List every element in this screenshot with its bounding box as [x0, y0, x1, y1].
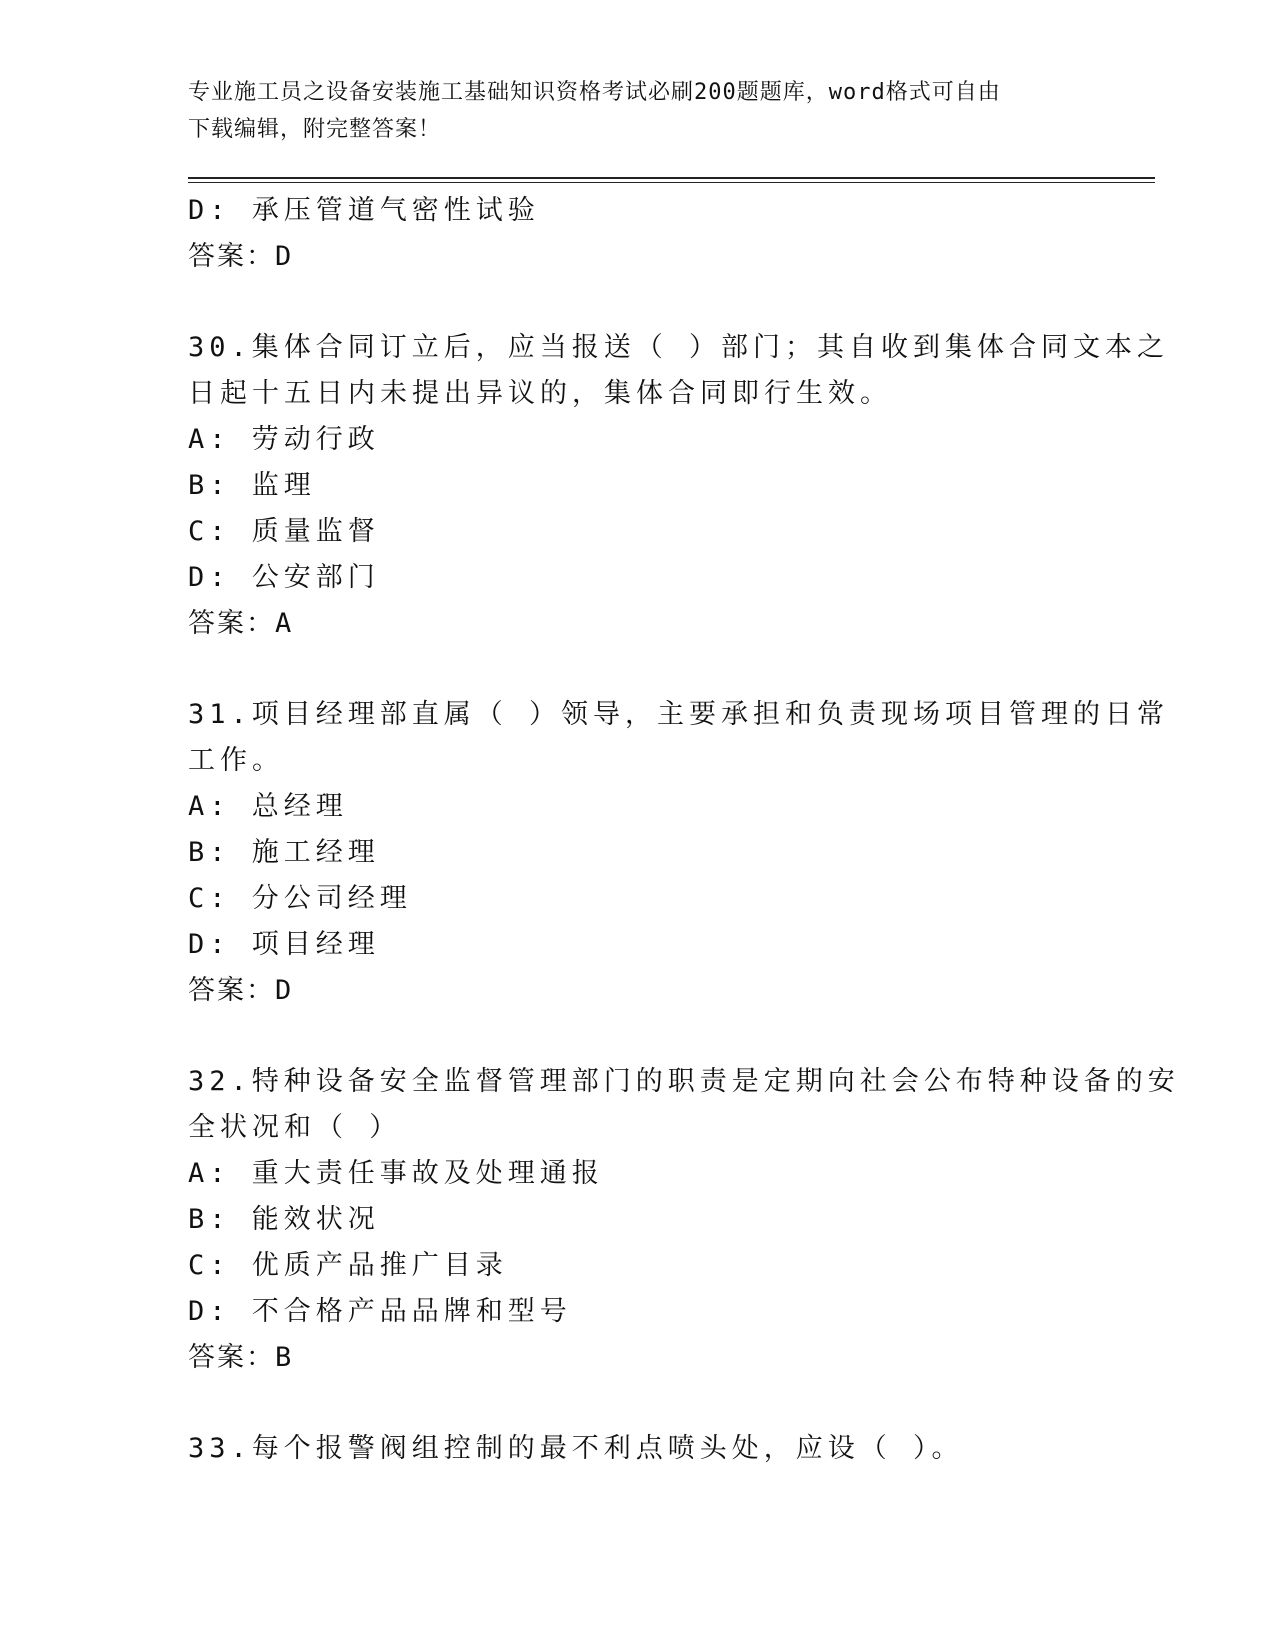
option-d: D: 不合格产品品牌和型号	[188, 1296, 572, 1327]
answer-line: 答案：B	[188, 1342, 294, 1373]
answer-line: 答案：D	[188, 975, 294, 1006]
spacer	[188, 280, 1088, 325]
answer-line: 答案：D	[188, 241, 294, 272]
option-a: A: 总经理	[188, 791, 348, 822]
header-rule-thick	[188, 177, 1155, 179]
header-line-2: 下载编辑，附完整答案！	[188, 117, 442, 142]
option-c: C: 优质产品推广目录	[188, 1250, 508, 1281]
spacer	[188, 1381, 1088, 1426]
option-d: D: 项目经理	[188, 929, 380, 960]
question-30	[188, 325, 1170, 647]
page-header	[188, 74, 1068, 148]
question-stem-continued: 全状况和（ ）	[188, 1112, 402, 1143]
question-31	[188, 692, 1170, 1014]
question-stem-continued: 日起十五日内未提出异议的，集体合同即行生效。	[188, 378, 892, 409]
option-b: B: 监理	[188, 470, 316, 501]
question-29-tail	[188, 188, 1088, 280]
option-c: C: 分公司经理	[188, 883, 412, 914]
header-line-1: 专业施工员之设备安装施工基础知识资格考试必刷200题题库，word格式可自由	[188, 80, 1001, 105]
question-stem: 31.项目经理部直属（ ）领导，主要承担和负责现场项目管理的日常	[188, 699, 1170, 730]
option-d: D: 公安部门	[188, 562, 380, 593]
answer-line: 答案：A	[188, 608, 294, 639]
spacer	[188, 1014, 1088, 1059]
question-stem: 30.集体合同订立后，应当报送（ ）部门；其自收到集体合同文本之	[188, 332, 1170, 363]
header-rule-thin	[188, 182, 1155, 183]
question-stem: 32.特种设备安全监督管理部门的职责是定期向社会公布特种设备的安	[188, 1066, 1180, 1097]
option-d: D: 承压管道气密性试验	[188, 195, 540, 226]
spacer	[188, 647, 1088, 692]
question-list	[188, 188, 1180, 1472]
option-b: B: 能效状况	[188, 1204, 380, 1235]
option-b: B: 施工经理	[188, 837, 380, 868]
option-c: C: 质量监督	[188, 516, 380, 547]
question-stem-continued: 工作。	[188, 745, 284, 776]
question-32	[188, 1059, 1180, 1381]
option-a: A: 劳动行政	[188, 424, 380, 455]
question-33	[188, 1426, 1088, 1472]
option-a: A: 重大责任事故及处理通报	[188, 1158, 604, 1189]
question-stem: 33.每个报警阀组控制的最不利点喷头处，应设（ ）。	[188, 1433, 964, 1464]
